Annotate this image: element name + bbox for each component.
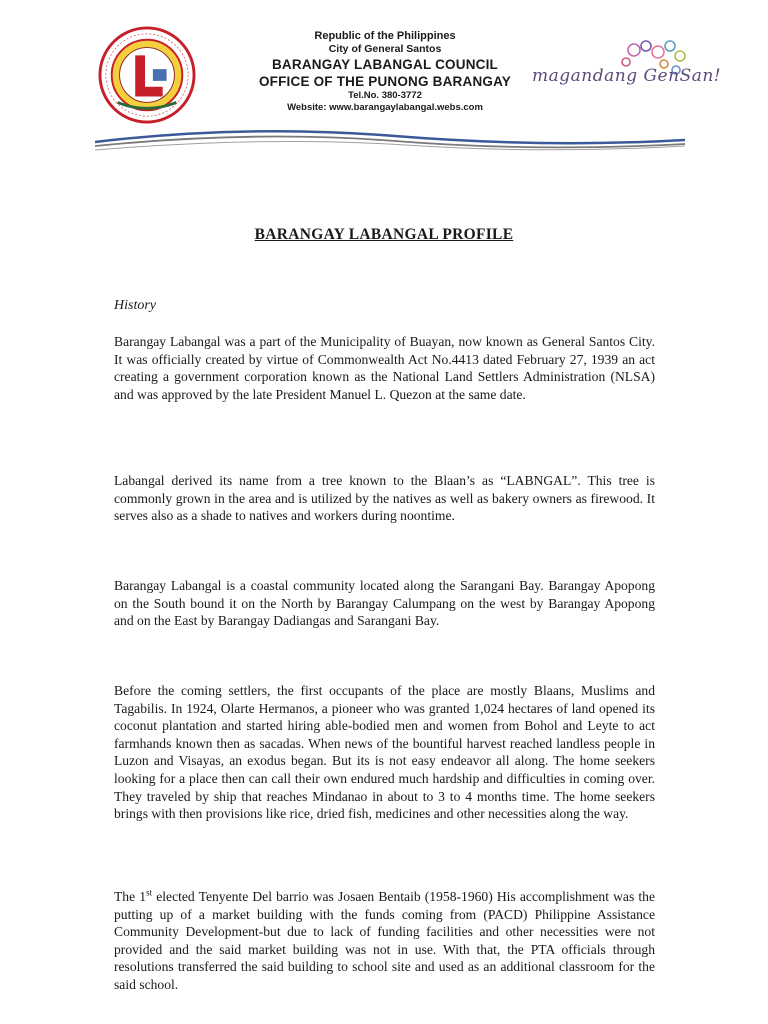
section-heading-history: History xyxy=(114,298,156,313)
document-title: BARANGAY LABANGAL PROFILE xyxy=(254,226,514,243)
history-paragraph-3: Barangay Labangal is a coastal community located along the Sarangani Bay. Barangay Apopong on the South bound it on the North by Barangay Calumpang on the west by Barangay Apopong and on the East by Barangay Dadiangas and Sarangani Bay. xyxy=(114,578,655,629)
telephone-line: Tel.No. 380-3772 xyxy=(348,90,422,101)
city-line: City of General Santos xyxy=(328,43,442,55)
history-paragraph-1: Barangay Labangal was a part of the Municipality of Buayan, now known as General Santos City. It was officially created by virtue of Commonwealth Act No.4413 dated February 27, 1939 an act creating a government corporation known as the National Land Settlers Administration (NLSA) and was approved by the late President Manuel L. Quezon at the same date. xyxy=(114,334,655,402)
history-paragraph-5 xyxy=(114,888,655,994)
brand-tagline: magandang GenSan! xyxy=(532,66,722,86)
history-paragraph-2: Labangal derived its name from a tree known to the Blaan’s as “LABNGAL”. This tree is commonly grown in the area and is utilized by the natives as well as bakery owners as firewood. It serves also as a shade to natives and workers during noontime. xyxy=(114,473,655,524)
paragraph-5-start: The 1 xyxy=(114,889,147,904)
barangay-seal-icon xyxy=(98,26,196,124)
republic-line: Republic of the Philippines xyxy=(314,30,456,42)
council-line: BARANGAY LABANGAL COUNCIL xyxy=(271,57,498,72)
history-paragraph-4: Before the coming settlers, the first occupants of the place are mostly Blaans, Muslims and Tagabilis. In 1924, Olarte Hermanos, a pioneer who was granted 1,024 hectares of land opened its coconut plantation and started hiring able-bodied men and women from Bohol and Leyte to act farmhands known then as sacadas. When news of the bountiful harvest reached landless people in Luzon and Visayas, an exodus began. But its is not easy endeavor all along. The home seekers looking for a place then can call their own endured much hardship and difficulties in coming over. They traveled by ship that reaches Mindanao in about to 3 to 4 months time. The home seekers brings with then provisions like rice, dried fish, medicines and other necessities along the way. xyxy=(114,683,655,822)
header-swoosh-divider xyxy=(95,122,685,156)
ordinal-suffix: st xyxy=(146,887,153,898)
website-line: Website: www.barangaylabangal.webs.com xyxy=(287,102,483,113)
paragraph-5-rest: elected Tenyente Del barrio was Josaen Bentaib (1958-1960) His accomplishment was the putting up of a market building with the funds coming from (PACD) Philippine Assistance Community Development-but due to lack of funding facilities and other necessities were not provided and the said market building was not in use. With that, the PTA officials through resolutions transferred the said building to school site and used as an additional classroom for the said school. xyxy=(114,889,655,992)
letterhead-text xyxy=(250,30,520,114)
office-line: OFFICE OF THE PUNONG BARANGAY xyxy=(258,74,512,89)
letterhead-header xyxy=(0,0,768,160)
